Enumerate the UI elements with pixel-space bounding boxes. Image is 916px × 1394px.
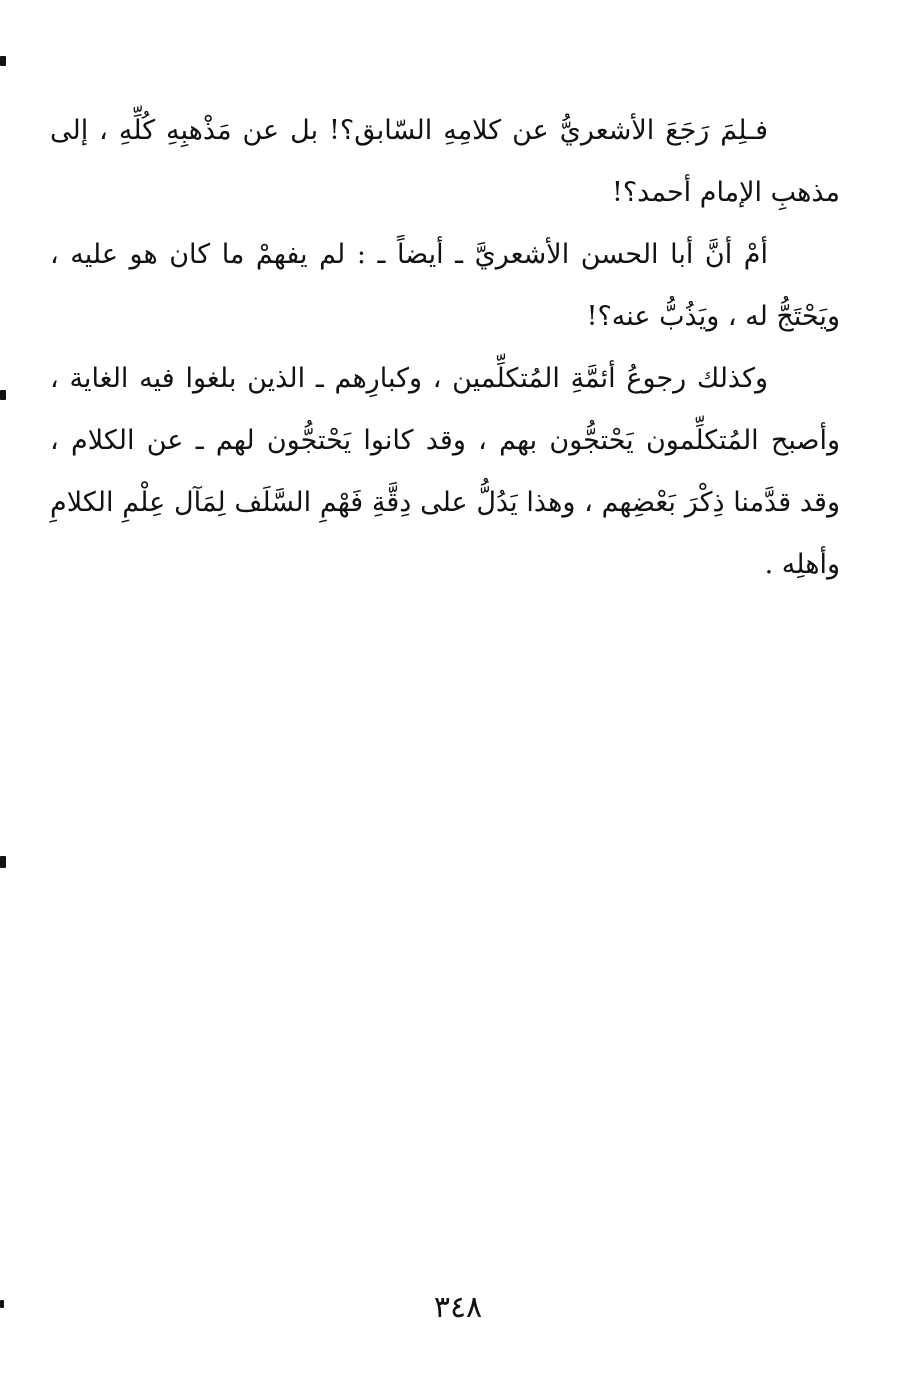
body-text bbox=[50, 100, 840, 596]
paragraph-3: وكذلك رجوعُ أئمَّةِ المُتكلِّمين ، وكبارِهم ـ الذين بلغوا فيه الغاية ، وأصبح المُتكلِّمون يَحْتجُّون بهم ، وقد كانوا يَحْتجُّون لهم ـ عن الكلام ، وقد قدَّمنا ذِكْرَ بَعْضِهم ، وهذا يَدُلُّ على دِقَّةِ فَهْمِ السَّلَف لِمَآل عِلْمِ الكلامِ وأهلِه . bbox=[50, 363, 840, 580]
scan-edge-mark-top bbox=[0, 56, 6, 66]
paragraph-2: أمْ أنَّ أبا الحسن الأشعريَّ ـ أيضاً ـ : لم يفهمْ ما كان هو عليه ، ويَحْتَجُّ له ، ويَذُبُّ عنه؟! bbox=[50, 239, 840, 332]
page-number: ٣٤٨ bbox=[433, 1290, 483, 1325]
scan-edge-mark-middle bbox=[0, 390, 6, 400]
paragraph-1: فـلِمَ رَجَعَ الأشعريُّ عن كلامِهِ السّابق؟! بل عن مَذْهبِهِ كُلِّهِ ، إلى مذهبِ الإمام أحمد؟! bbox=[50, 115, 840, 208]
scan-edge-mark-lower bbox=[0, 856, 6, 868]
